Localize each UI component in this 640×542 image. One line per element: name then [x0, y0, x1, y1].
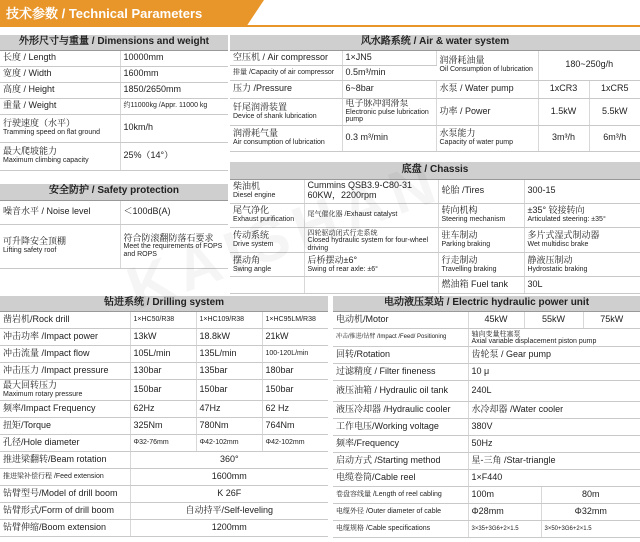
drilling-table [0, 296, 328, 537]
table-row: 排量 /Capacity of air compressor 0.5m³/min [230, 65, 640, 80]
table-row: 液压油箱 / Hydraulic oil tank 240L [333, 380, 640, 401]
table-row: 电动机/Motor 45kW 55kW 75kW [333, 311, 640, 328]
drilling-title: 钻进系统 / Drilling system [0, 296, 328, 311]
table-row: 润滑耗气量 Air consumption of lubrication 0.3 m³/min 水泵能力 Capacity of water pump 3m³/h 6m³/h [230, 125, 640, 151]
air-water-section [230, 35, 640, 152]
table-row: 最大回转压力 Maximum rotary pressure 150bar 150bar 150bar [0, 379, 328, 400]
table-row: 孔径/Hole diameter Φ32-76mm Φ42-102mm Φ42-102mm [0, 434, 328, 451]
table-row: 回转/Rotation 齿轮泵 / Gear pump [333, 346, 640, 363]
table-row: 推进梁补偿行程 /Feed extension 1600mm [0, 468, 328, 485]
table-row: 长度 / Length 10000mm [0, 50, 228, 66]
table-row: 尾气净化 Exhaust purification 尾气催化器 /Exhaust catalyst 转向机构 Steering mechanism ±35° 铰接转向 Articulated steering: ±35° [230, 203, 640, 227]
safety-table [0, 184, 228, 269]
table-row: 冲击功率 /Impact power 13kW 18.8kW 21kW [0, 328, 328, 345]
table-row: 重量 / Weight 约11000kg /Appr. 11000 kg [0, 98, 228, 114]
table-row: 燃油箱 Fuel tank 30L [230, 277, 640, 294]
chassis-table [230, 162, 640, 294]
table-row: 推进梁翻转/Beam rotation 360° [0, 451, 328, 468]
chassis-title: 底盘 / Chassis [230, 162, 640, 179]
chassis-section [230, 162, 640, 294]
banner-tail [246, 0, 264, 27]
table-row: 宽度 / Width 1600mm [0, 66, 228, 82]
table-row: 工作电压/Working voltage 380V [333, 418, 640, 435]
dimensions-title: 外形尺寸与重量 / Dimensions and weight [0, 35, 228, 50]
table-row: 过滤精度 / Filter fineness 10 μ [333, 363, 640, 380]
safety-section [0, 184, 228, 269]
table-row: 传动系统 Drive system 四轮驱动闭式行走系统 Closed hydraulic system for four-wheel driving 驻车制动 Parking braking 多片式湿式制动器 Wet multidisc brake [230, 227, 640, 253]
table-row: 柴油机 Diesel engine Cummins QSB3.9-C80-31 60KW，2200rpm 轮胎 /Tires 300-15 [230, 179, 640, 203]
table-row: 液压冷却器 /Hydraulic cooler 水冷却器 /Water cooler [333, 401, 640, 418]
safety-title: 安全防护 / Safety protection [0, 184, 228, 200]
table-row: 可升降安全顶棚 Lifting safety roof 符合防滚翻防落石要求 Meet the requirements of FOPS and ROPS [0, 224, 228, 268]
table-row: 电缆外径 /Outer diameter of cable Φ28mm Φ32mm [333, 503, 640, 520]
table-row: 扭矩/Torque 325Nm 780Nm 764Nm [0, 417, 328, 434]
table-row: 噪音水平 / Noise level ＜100dB(A) [0, 200, 228, 224]
table-row: 空压机 / Air compressor 1×JN5 润滑耗油量 Oil Consumption of lubrication 180~250g/h [230, 50, 640, 65]
table-row: 冲击/推进/钻臂 /Impact /Feed/ Positioning 轴向变量柱塞泵 Axial variable displacement piston pump [333, 328, 640, 346]
table-row: 摆动角 Swing angle 后桥摆动±6° Swing of rear axle: ±6° 行走制动 Travelling braking 静液压制动 Hydrostatic braking [230, 253, 640, 277]
table-row: 频率/Impact Frequency 62Hz 47Hz 62 Hz [0, 400, 328, 417]
table-row: 冲击流量 /Impact flow 105L/min 135L/min 100-120L/min [0, 345, 328, 362]
table-row: 钎尾润滑装置 Device of shank lubrication 电子脉冲润滑泵 Electronic pulse lubrication pump 功率 / Power 1.5kW 5.5kW [230, 98, 640, 125]
hydraulic-power-section [333, 296, 640, 538]
page-banner [0, 0, 640, 27]
table-row: 钻臂伸缩/Boom extension 1200mm [0, 519, 328, 536]
banner-rule [246, 25, 640, 27]
table-row: 最大爬坡能力 Maximum climbing capacity 25%（14°） [0, 142, 228, 170]
table-row: 高度 / Height 1850/2650mm [0, 82, 228, 98]
air-water-table [230, 35, 640, 152]
table-row: 钻臂型号/Model of drill boom K 26F [0, 485, 328, 502]
drilling-section [0, 296, 328, 537]
table-row: 启动方式 /Starting method 星-三角 /Star-triangle [333, 452, 640, 469]
dimensions-table [0, 35, 228, 171]
hydraulic-power-title: 电动液压泵站 / Electric hydraulic power unit [333, 296, 640, 311]
table-row: 频率/Frequency 50Hz [333, 435, 640, 452]
table-row: 压力 /Pressure 6~8bar 水泵 / Water pump 1xCR3 1xCR5 [230, 80, 640, 98]
table-row: 凿岩机/Rock drill 1×HC50/R38 1×HC109/R38 1×HC95LM/R38 [0, 311, 328, 328]
table-row: 行驶速度（水平） Tramming speed on flat ground 10km/h [0, 114, 228, 142]
table-row: 冲击压力 /Impact pressure 130bar 135bar 180bar [0, 362, 328, 379]
table-row: 电缆卷筒/Cable reel 1×F440 [333, 469, 640, 486]
page-title: 技术参数 / Technical Parameters [0, 0, 246, 27]
hydraulic-power-table [333, 296, 640, 538]
table-row: 卷盘容线量 /Length of reel cabling 100m 80m [333, 486, 640, 503]
table-row: 钻臂形式/Form of drill boom 自动持平/Self-leveling [0, 502, 328, 519]
air-water-title: 风水路系统 / Air & water system [230, 35, 640, 50]
dimensions-section [0, 35, 228, 171]
table-row: 电缆规格 /Cable specifications 3×35+3G6+2×1.5 3×50+3G6+2×1.5 [333, 520, 640, 537]
